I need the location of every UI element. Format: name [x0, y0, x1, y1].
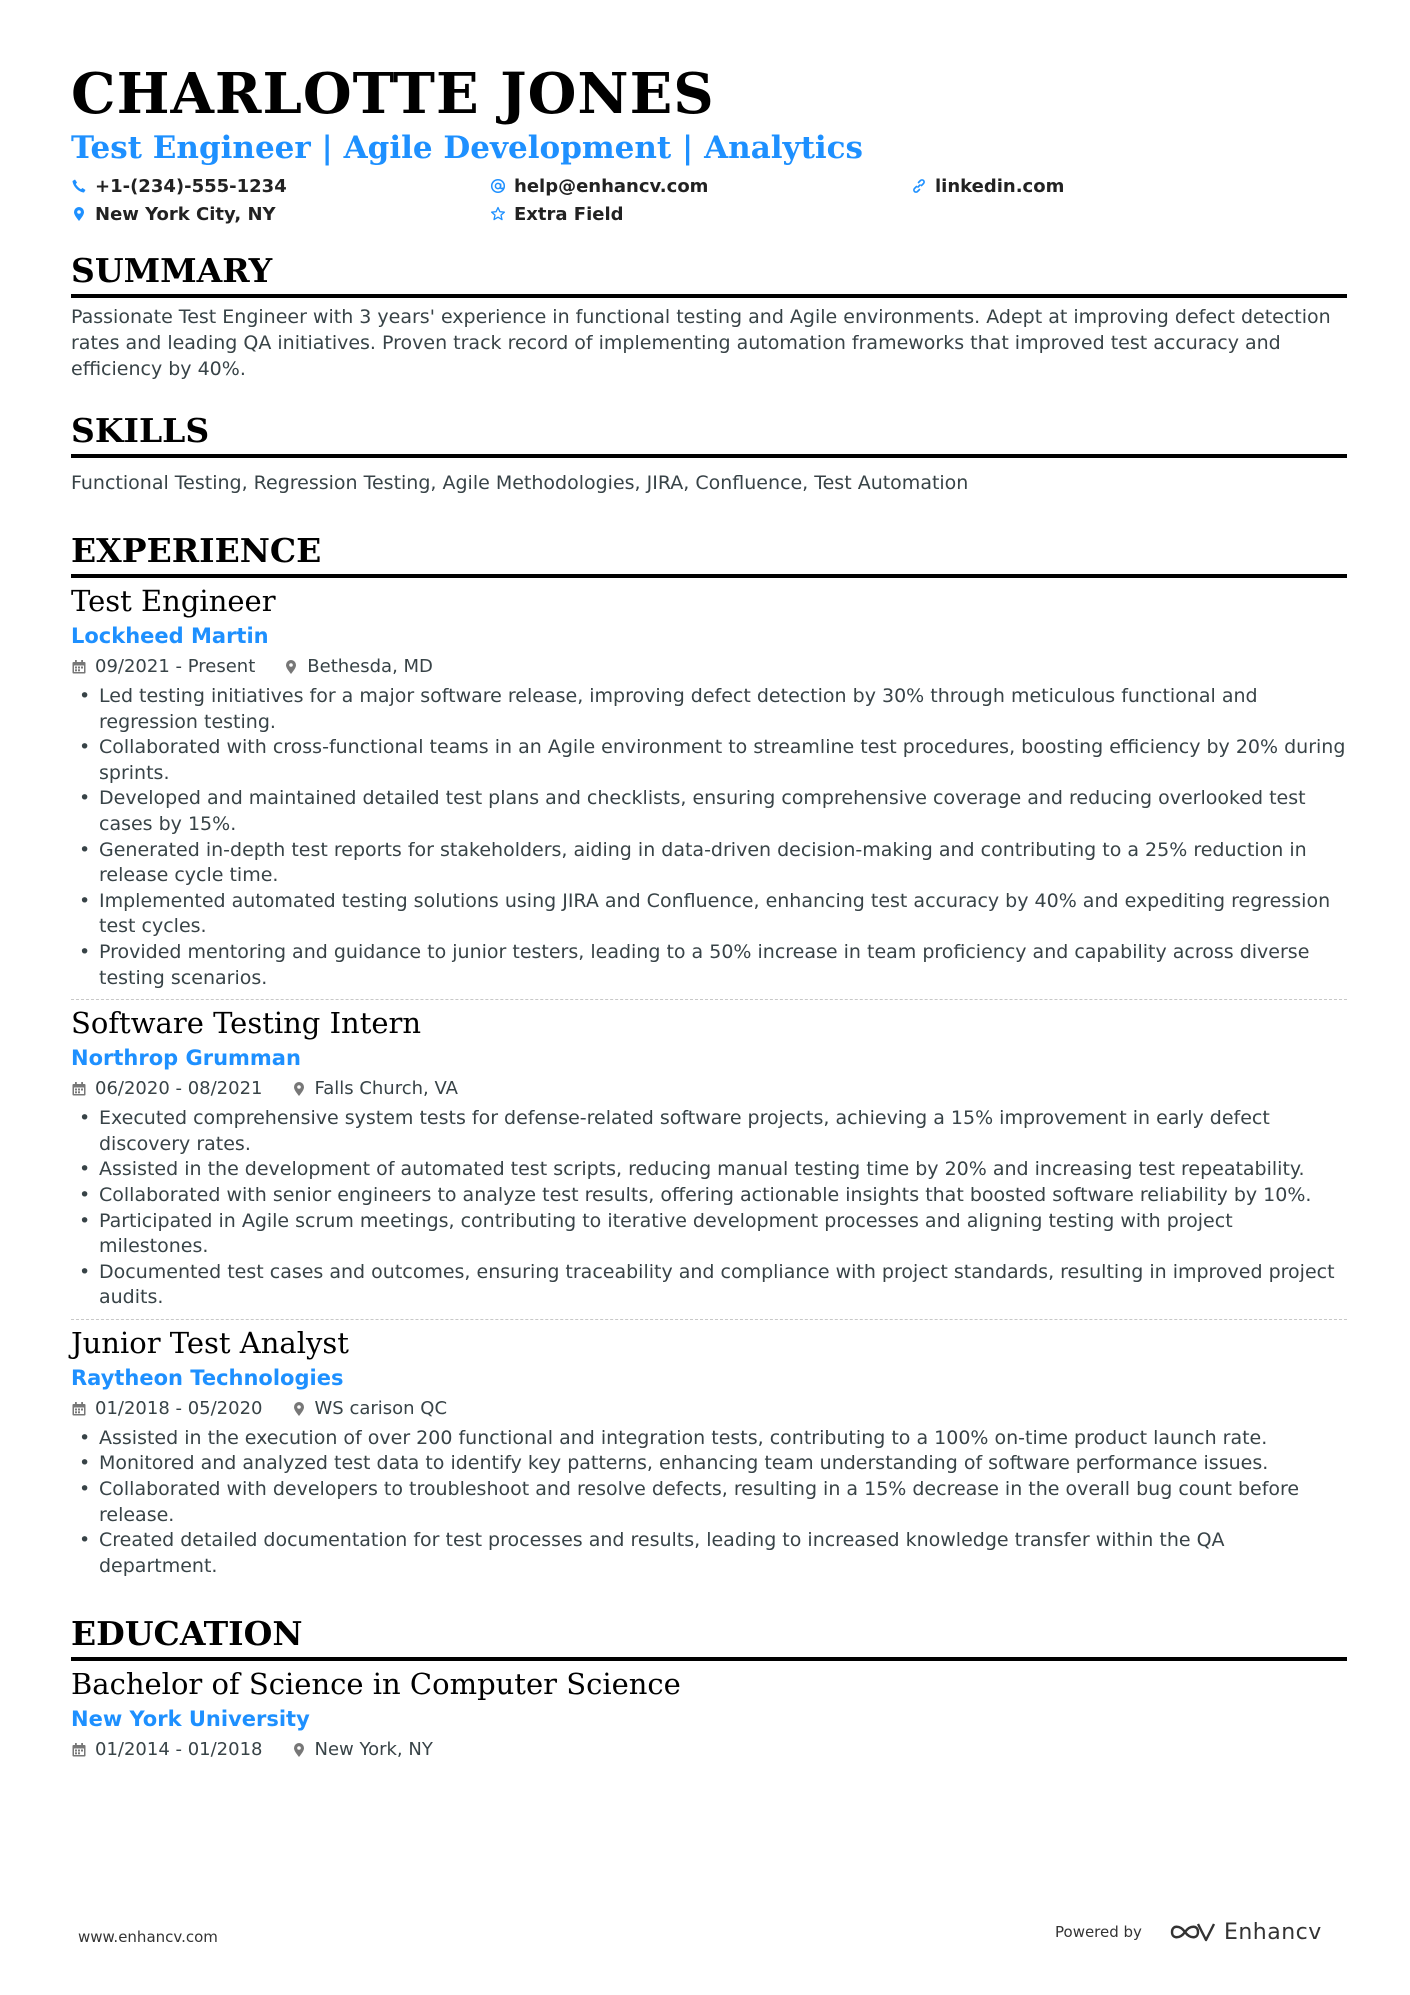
job-entry	[71, 1004, 1347, 1320]
bullet-item: • Executed comprehensive system tests for defense-related software projects, achieving a 15% improvement in early defect discovery rates.	[99, 1106, 1347, 1157]
job-entry	[71, 1324, 1347, 1580]
calendar-icon	[71, 659, 87, 675]
footer-website[interactable]: www.enhancv.com	[78, 1928, 218, 1946]
education-meta	[71, 1737, 1347, 1763]
link-icon	[911, 178, 929, 196]
summary-section	[71, 250, 1347, 382]
summary-heading: SUMMARY	[71, 251, 273, 290]
job-meta	[71, 654, 1347, 680]
bullet-item: • Collaborated with cross-functional teams in an Agile environment to streamline test procedures, boosting efficiency by 20% during sprints.	[99, 735, 1347, 786]
section-divider	[71, 294, 1347, 298]
enhancv-logo-icon	[1168, 1918, 1216, 1946]
bullet-item: • Documented test cases and outcomes, ensuring traceability and compliance with project standards, resulting in improved project audits.	[99, 1260, 1347, 1311]
job-dates: 01/2018 - 05/2020	[95, 1397, 263, 1419]
email-text: help@enhancv.com	[514, 176, 709, 197]
brand-name: Enhancv	[1223, 1919, 1322, 1945]
bullet-item: • Collaborated with developers to troubleshoot and resolve defects, resulting in a 15% decrease in the overall bug count before release.	[99, 1477, 1347, 1528]
school-name: New York University	[71, 1707, 310, 1732]
job-location: Falls Church, VA	[314, 1078, 458, 1100]
bullet-item: • Created detailed documentation for test processes and results, leading to increased knowledge transfer within the QA department.	[99, 1528, 1347, 1579]
phone-icon	[71, 178, 89, 196]
powered-by-text: Powered by	[1055, 1923, 1142, 1941]
education-heading: EDUCATION	[71, 1614, 303, 1654]
calendar-icon	[71, 1401, 87, 1417]
company-name: Raytheon Technologies	[71, 1365, 344, 1390]
location-text: New York City, NY	[95, 204, 276, 225]
bullet-item: • Implemented automated testing solutions using JIRA and Confluence, enhancing test accuracy by 40% and expediting regression test cycles.	[99, 889, 1347, 940]
location-icon	[291, 1742, 307, 1758]
job-title: Junior Test Analyst	[71, 1325, 349, 1360]
experience-section	[71, 530, 1347, 1579]
contact-location	[71, 202, 276, 228]
calendar-icon	[71, 1742, 87, 1758]
bullet-item: • Generated in-depth test reports for stakeholders, aiding in data-driven decision-making and contributing to a 25% reduction in release cycle time.	[99, 838, 1347, 889]
candidate-title: Test Engineer | Agile Development | Analytics	[71, 130, 863, 166]
summary-text: Passionate Test Engineer with 3 years' experience in functional testing and Agile environments. Adept at improving defect detection rates and leading QA initiatives. Proven track record of implementing automation frameworks that improved test accuracy and efficiency by 40%.	[71, 306, 1331, 380]
contact-linkedin[interactable]	[911, 174, 1064, 200]
bullet-item: • Participated in Agile scrum meetings, contributing to iterative development processes and aligning testing with project milestones.	[99, 1209, 1347, 1260]
bullet-item: • Monitored and analyzed test data to identify key patterns, enhancing team understanding of software performance issues.	[99, 1451, 1347, 1477]
location-icon	[283, 659, 299, 675]
bullet-item: • Collaborated with senior engineers to analyze test results, offering actionable insights that boosted software reliability by 10%.	[99, 1183, 1347, 1209]
contact-email[interactable]	[490, 174, 708, 200]
extra-text: Extra Field	[514, 204, 624, 225]
bullet-item: • Provided mentoring and guidance to junior testers, leading to a 50% increase in team proficiency and capability across diverse testing scenarios.	[99, 940, 1347, 991]
at-icon	[490, 178, 508, 196]
job-title: Software Testing Intern	[71, 1006, 422, 1041]
resume-page	[71, 60, 1347, 1763]
skills-section	[71, 410, 1347, 496]
candidate-name: CHARLOTTE JONES	[71, 61, 715, 127]
job-meta	[71, 1396, 1347, 1422]
job-location: WS carison QC	[314, 1397, 448, 1419]
company-name: Lockheed Martin	[71, 624, 269, 648]
bullet-item: • Assisted in the development of automated test scripts, reducing manual testing time by 20% and increasing test repeatability.	[99, 1157, 1347, 1183]
location-icon	[291, 1081, 307, 1097]
phone-text: +1-(234)-555-1234	[95, 176, 287, 197]
location-icon	[71, 206, 89, 224]
education-location: New York, NY	[314, 1739, 433, 1761]
footer-branding	[1055, 1918, 1322, 1946]
section-divider	[71, 454, 1347, 458]
education-section	[71, 1613, 1347, 1763]
job-title: Test Engineer	[71, 584, 276, 618]
contact-info	[71, 174, 1347, 230]
section-divider	[71, 574, 1347, 578]
job-divider	[71, 1319, 1347, 1320]
degree-title: Bachelor of Science in Computer Science	[71, 1667, 681, 1702]
company-name: Northrop Grumman	[71, 1046, 301, 1071]
job-dates: 06/2020 - 08/2021	[95, 1078, 263, 1100]
brand-logo[interactable]	[1168, 1918, 1322, 1946]
job-bullets	[71, 1106, 1347, 1311]
job-bullets	[71, 1426, 1347, 1580]
contact-phone	[71, 174, 287, 200]
job-dates: 09/2021 - Present	[95, 656, 256, 677]
bullet-item: • Led testing initiatives for a major software release, improving defect detection by 30% through meticulous functional and regression testing.	[99, 684, 1347, 735]
skills-heading: SKILLS	[71, 411, 210, 450]
job-bullets	[71, 684, 1347, 991]
bullet-item: • Assisted in the execution of over 200 functional and integration tests, contributing to a 100% on-time product launch rate.	[99, 1426, 1347, 1452]
calendar-icon	[71, 1081, 87, 1097]
education-dates: 01/2014 - 01/2018	[95, 1739, 263, 1761]
linkedin-text: linkedin.com	[935, 176, 1065, 197]
skills-text: Functional Testing, Regression Testing, Agile Methodologies, JIRA, Confluence, Test Automation	[71, 472, 969, 494]
job-entry	[71, 582, 1347, 1000]
section-divider	[71, 1657, 1347, 1661]
experience-heading: EXPERIENCE	[71, 531, 322, 570]
bullet-item: • Developed and maintained detailed test plans and checklists, ensuring comprehensive coverage and reducing overlooked test cases by 15%.	[99, 786, 1347, 837]
job-divider	[71, 999, 1347, 1000]
star-icon	[490, 206, 508, 224]
location-icon	[291, 1401, 307, 1417]
job-location: Bethesda, MD	[307, 656, 433, 677]
job-meta	[71, 1076, 1347, 1102]
contact-extra	[490, 202, 624, 228]
